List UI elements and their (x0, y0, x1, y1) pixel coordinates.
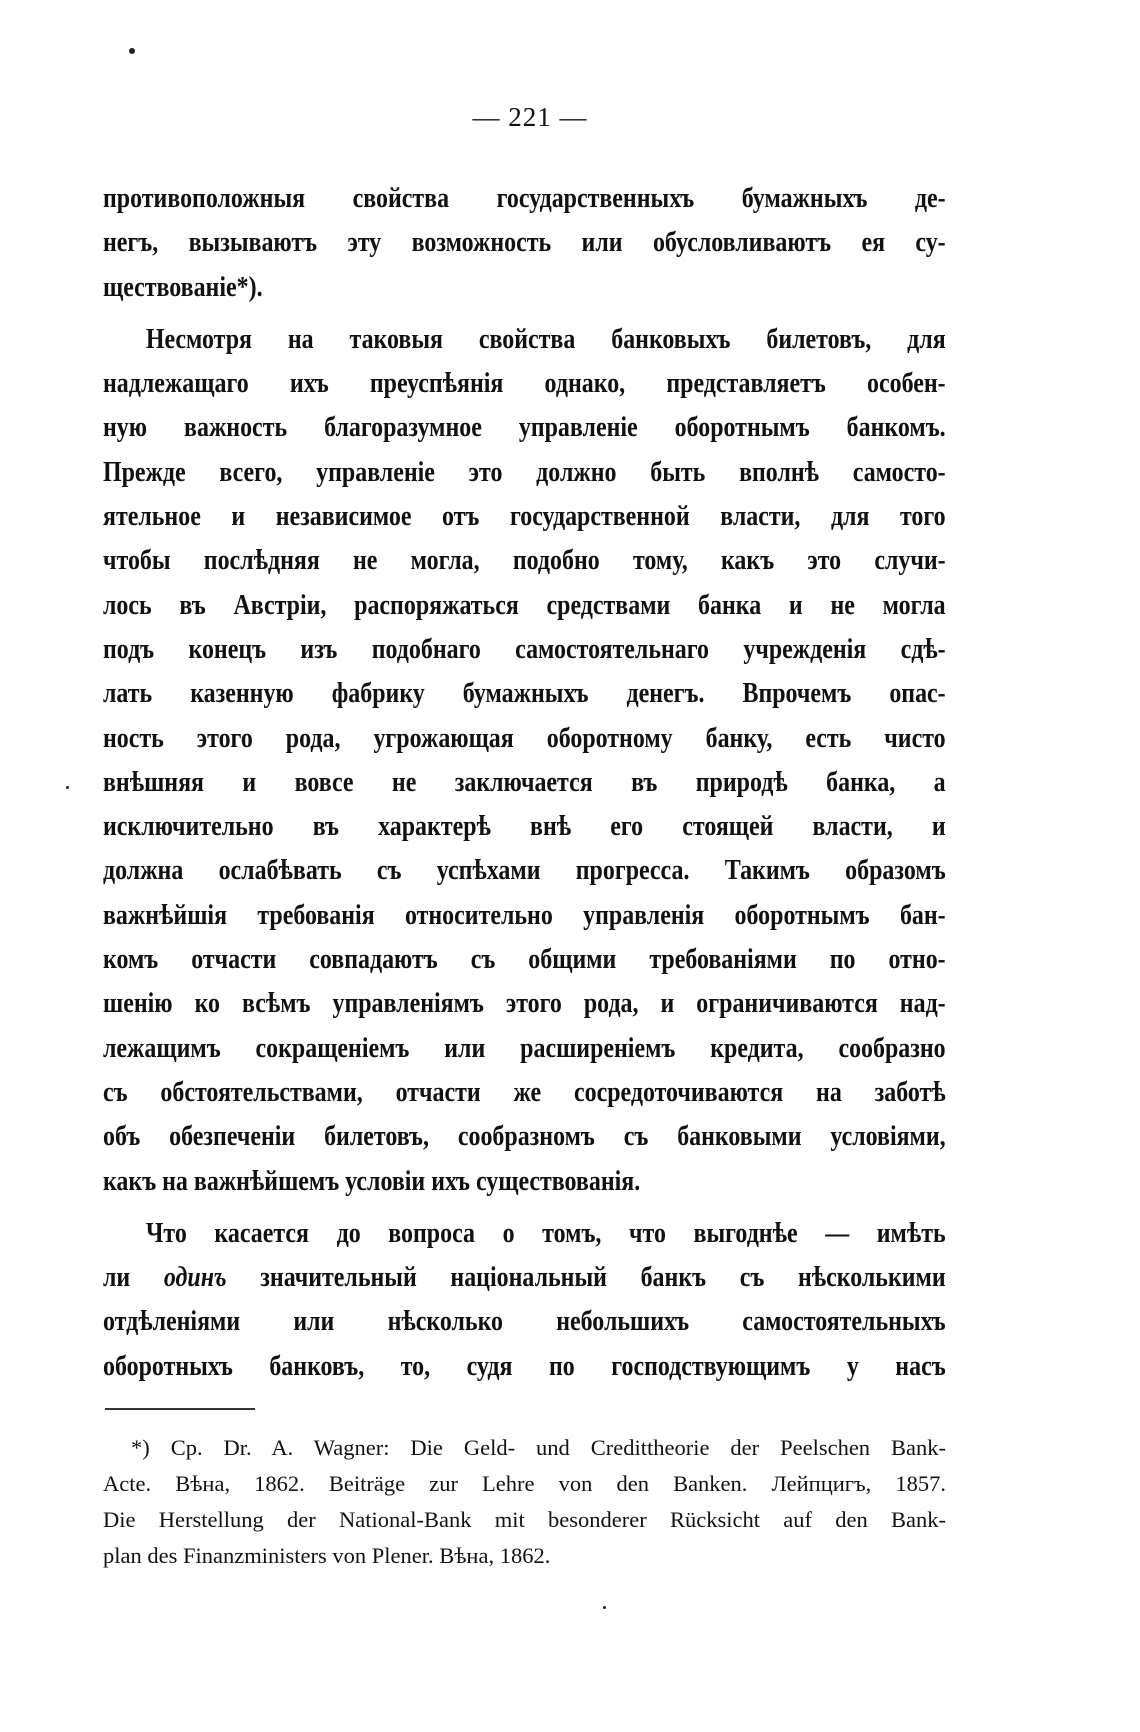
ink-speck (66, 786, 69, 789)
paragraph-2 (103, 318, 946, 1204)
text-line: объ обезпеченіи билетовъ, сообразномъ съ банковыми условіями, (103, 1121, 946, 1153)
text-line: лежащимъ сокращеніемъ или расширеніемъ кредита, сообразно (103, 1032, 946, 1064)
text-line: лось въ Австріи, распоряжаться средствами банка и не могла (103, 589, 946, 621)
footnote-divider (105, 1408, 255, 1410)
footnote-line: Die Herstellung der National-Bank mit besonderer Rücksicht auf den Bank- (103, 1507, 946, 1532)
footnote (103, 1430, 946, 1574)
main-text (103, 177, 946, 1389)
page-number: — 221 — (472, 102, 588, 132)
text-line: ную важность благоразумное управленіе оборотнымъ банкомъ. (103, 412, 946, 444)
text-line: чтобы послѣдняя не могла, подобно тому, какъ это случи- (103, 545, 946, 577)
footnote-line: *) Cp. Dr. A. Wagner: Die Geld- und Credittheorie der Peelschen Bank- (131, 1435, 946, 1460)
paragraph-3 (103, 1212, 946, 1389)
text-fragment: значительный національный банкъ съ нѣсколькими (226, 1262, 946, 1294)
text-line: Прежде всего, управленіе это должно быть вполнѣ самосто- (103, 456, 946, 488)
ink-speck (603, 1606, 606, 1609)
footnote-line: plan des Finanzministers von Plener. Вѣна, 1862. (103, 1543, 551, 1568)
text-line: ятельное и независимое отъ государственной власти, для того (103, 501, 946, 533)
text-line (103, 1256, 946, 1300)
text-line: ществованіе*). (103, 271, 263, 303)
ink-speck (129, 48, 135, 54)
text-line: надлежащаго ихъ преуспѣянія однако, представляетъ особен- (103, 368, 946, 400)
paragraph-1 (103, 177, 946, 310)
footnote-line: Acte. Вѣна, 1862. Beiträge zur Lehre von den Banken. Лейпцигъ, 1857. (103, 1471, 946, 1496)
text-line: подъ конецъ изъ подобнаго самостоятельнаго учрежденія сдѣ- (103, 633, 946, 665)
text-line: исключительно въ характерѣ внѣ его стоящей власти, и (103, 811, 946, 843)
text-line: оборотныхъ банковъ, то, судя по господствующимъ у насъ (103, 1350, 946, 1382)
text-line: отдѣленіями или нѣсколько небольшихъ самостоятельныхъ (103, 1306, 946, 1338)
text-line: Что касается до вопроса о томъ, что выгоднѣе — имѣть (145, 1217, 946, 1249)
text-fragment: ли (103, 1262, 164, 1294)
text-line: противоположныя свойства государственныхъ бумажныхъ де- (103, 183, 946, 214)
text-line: съ обстоятельствами, отчасти же сосредоточиваются на заботѣ (103, 1076, 946, 1108)
text-line: Несмотря на таковыя свойства банковыхъ билетовъ, для (145, 323, 946, 355)
text-line: негъ, вызываютъ эту возможность или обусловливаютъ ея су- (103, 227, 946, 259)
text-line: важнѣйшія требованія относительно управленія оборотнымъ бан- (103, 899, 946, 931)
emphasized-word: одинъ (163, 1262, 227, 1294)
text-line: внѣшняя и вовсе не заключается въ природѣ банка, а (103, 766, 946, 798)
text-line: ность этого рода, угрожающая оборотному банку, есть чисто (103, 722, 946, 754)
text-line: комъ отчасти совпадаютъ съ общими требованіями по отно- (103, 944, 946, 976)
text-line: должна ослабѣвать съ успѣхами прогресса. Такимъ образомъ (103, 855, 946, 887)
text-line: шенію ко всѣмъ управленіямъ этого рода, и ограничиваются над- (103, 988, 946, 1020)
text-line: какъ на важнѣйшемъ условіи ихъ существованія. (103, 1165, 641, 1197)
text-line: лать казенную фабрику бумажныхъ денегъ. Впрочемъ опас- (103, 678, 946, 710)
